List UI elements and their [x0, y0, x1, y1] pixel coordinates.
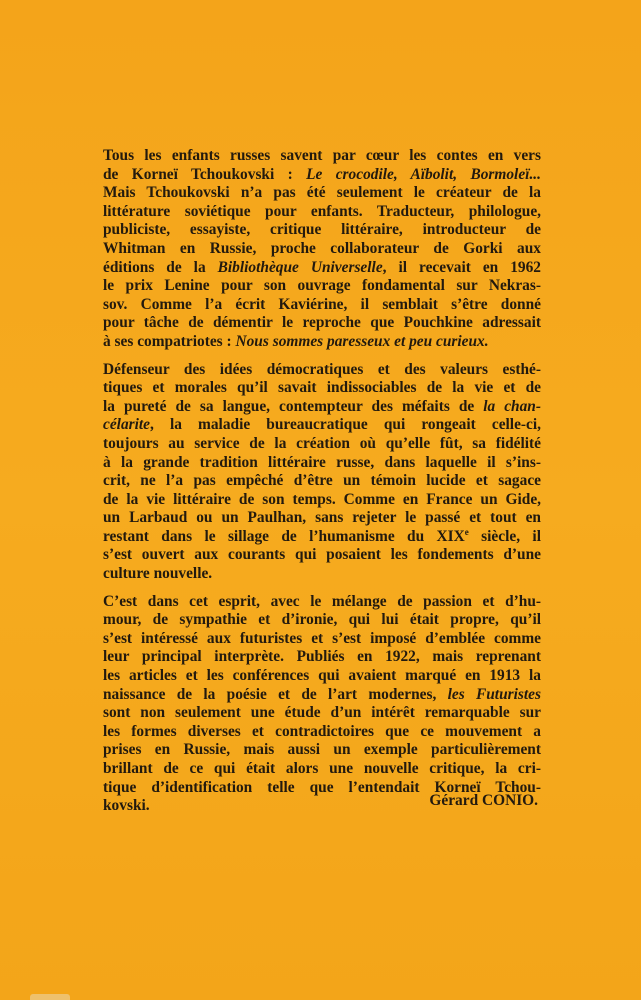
text-line: [103, 472, 541, 491]
italic-title: Bibliothèque Universelle: [217, 258, 383, 276]
text-run: publiciste, essayiste, critique littéraire, introducteur de: [103, 221, 541, 239]
text-line: [103, 546, 541, 565]
text-line: [103, 723, 541, 742]
text-run: , la maladie bureaucratique qui rongeait celle-ci,: [150, 416, 541, 434]
text-line: [103, 147, 541, 166]
paragraph-3: [103, 593, 541, 816]
text-run: s’est ouvert aux courants qui posaient les fondements d’une: [103, 546, 541, 564]
text-run: naissance de la poésie et de l’art modernes,: [103, 685, 448, 703]
text-run: Défenseur des idées démocratiques et des valeurs esthé-: [103, 360, 541, 378]
text-line: [103, 648, 541, 667]
text-run: littérature soviétique pour enfants. Traducteur, philologue,: [103, 202, 541, 220]
text-run: culture nouvelle.: [103, 565, 213, 583]
text-run: kovski.: [103, 797, 150, 815]
text-run: restant dans le sillage de l’humanisme du XIX: [103, 527, 465, 545]
author-signature: Gérard CONIO.: [429, 792, 538, 809]
text-line: [103, 184, 541, 203]
text-run: s’est intéressé aux futuristes et s’est imposé d’emblée comme: [103, 629, 541, 647]
text-run: de Korneï Tchoukovski :: [103, 165, 307, 183]
text-run: brillant de ce qui était alors une nouvelle critique, la cri-: [103, 760, 541, 777]
text-line: [103, 203, 541, 222]
text-line: [103, 379, 541, 398]
text-line: [103, 361, 541, 380]
text-run: siècle, il: [468, 527, 541, 545]
text-line: [103, 686, 541, 705]
text-run: toujours au service de la création où qu’elle fût, sa fidélité: [103, 434, 541, 452]
text-line: [103, 760, 541, 779]
text-line: [103, 221, 541, 240]
text-run: de la vie littéraire de son temps. Comme en France un Gide,: [103, 490, 541, 508]
text-line: [103, 296, 541, 315]
text-run: les articles et les conférences qui avaient marqué en 1913 la: [103, 667, 541, 685]
text-run: Whitman en Russie, proche collaborateur de Gorki aux: [103, 239, 541, 257]
italic-title: Nous sommes paresseux et peu curieux.: [235, 332, 489, 350]
superscript: e: [464, 526, 469, 537]
page-edge-wear: [30, 994, 70, 1000]
text-line: [103, 741, 541, 760]
text-run: les formes diverses et contradictoires que ce mouvement a: [103, 722, 541, 740]
text-line: [103, 416, 541, 435]
text-line: [103, 398, 541, 417]
blurb-text: [103, 147, 541, 825]
text-line: [103, 611, 541, 630]
text-line: [103, 528, 541, 547]
italic-title: Le crocodile, Aïbolit, Bormoleï...: [306, 165, 541, 183]
text-run: prises en Russie, mais aussi un exemple particulièrement: [103, 741, 541, 759]
text-run: le prix Lenine pour son ouvrage fondamental sur Nekras-: [103, 277, 541, 295]
italic-title: la chan-: [483, 397, 541, 415]
paragraph-1: [103, 147, 541, 352]
text-run: crit, ne l’a pas empêché d’être un témoin lucide et sagace: [103, 472, 541, 490]
text-run: sont non seulement une étude d’un intérêt remarquable sur: [103, 704, 541, 722]
text-line: [103, 333, 541, 352]
text-line: [103, 314, 541, 333]
text-run: mour, de sympathie et d’ironie, qui lui était propre, qu’il: [103, 611, 541, 629]
text-line: [103, 240, 541, 259]
text-line: [103, 277, 541, 296]
text-line: [103, 166, 541, 185]
text-run: C’est dans cet esprit, avec le mélange de passion et d’hu-: [103, 592, 541, 610]
text-run: Tous les enfants russes savent par cœur les contes en vers: [103, 147, 541, 164]
text-run: Mais Tchoukovski n’a pas été seulement le créateur de la: [103, 184, 541, 202]
text-line: [103, 704, 541, 723]
text-run: , il recevait en 1962: [382, 258, 541, 276]
paragraph-2: [103, 361, 541, 584]
text-line: [103, 667, 541, 686]
text-line: [103, 454, 541, 473]
italic-title: célarite: [103, 416, 151, 434]
text-line: [103, 435, 541, 454]
text-run: à ses compatriotes :: [103, 332, 236, 350]
text-run: tique d’identification telle que l’entendait Korneï Tchou-: [103, 778, 541, 796]
text-line: [103, 491, 541, 510]
text-run: éditions de la: [103, 258, 218, 276]
text-line: [103, 509, 541, 528]
text-line: [103, 593, 541, 612]
text-run: leur principal interprète. Publiés en 1922, mais reprenant: [103, 648, 541, 666]
text-line: [103, 259, 541, 278]
text-line: [103, 565, 541, 584]
text-run: un Larbaud ou un Paulhan, sans rejeter le passé et tout en: [103, 509, 541, 527]
text-line: [103, 630, 541, 649]
text-run: pour tâche de démentir le reproche que Pouchkine adressait: [103, 314, 541, 332]
text-run: la pureté de sa langue, contempteur des méfaits de: [103, 397, 484, 415]
text-run: à la grande tradition littéraire russe, dans laquelle il s’ins-: [103, 453, 541, 471]
text-run: sov. Comme l’a écrit Kaviérine, il semblait s’être donné: [103, 295, 541, 313]
italic-title: les Futuristes: [447, 685, 541, 703]
text-run: tiques et morales qu’il savait indissociables de la vie et de: [103, 379, 541, 397]
